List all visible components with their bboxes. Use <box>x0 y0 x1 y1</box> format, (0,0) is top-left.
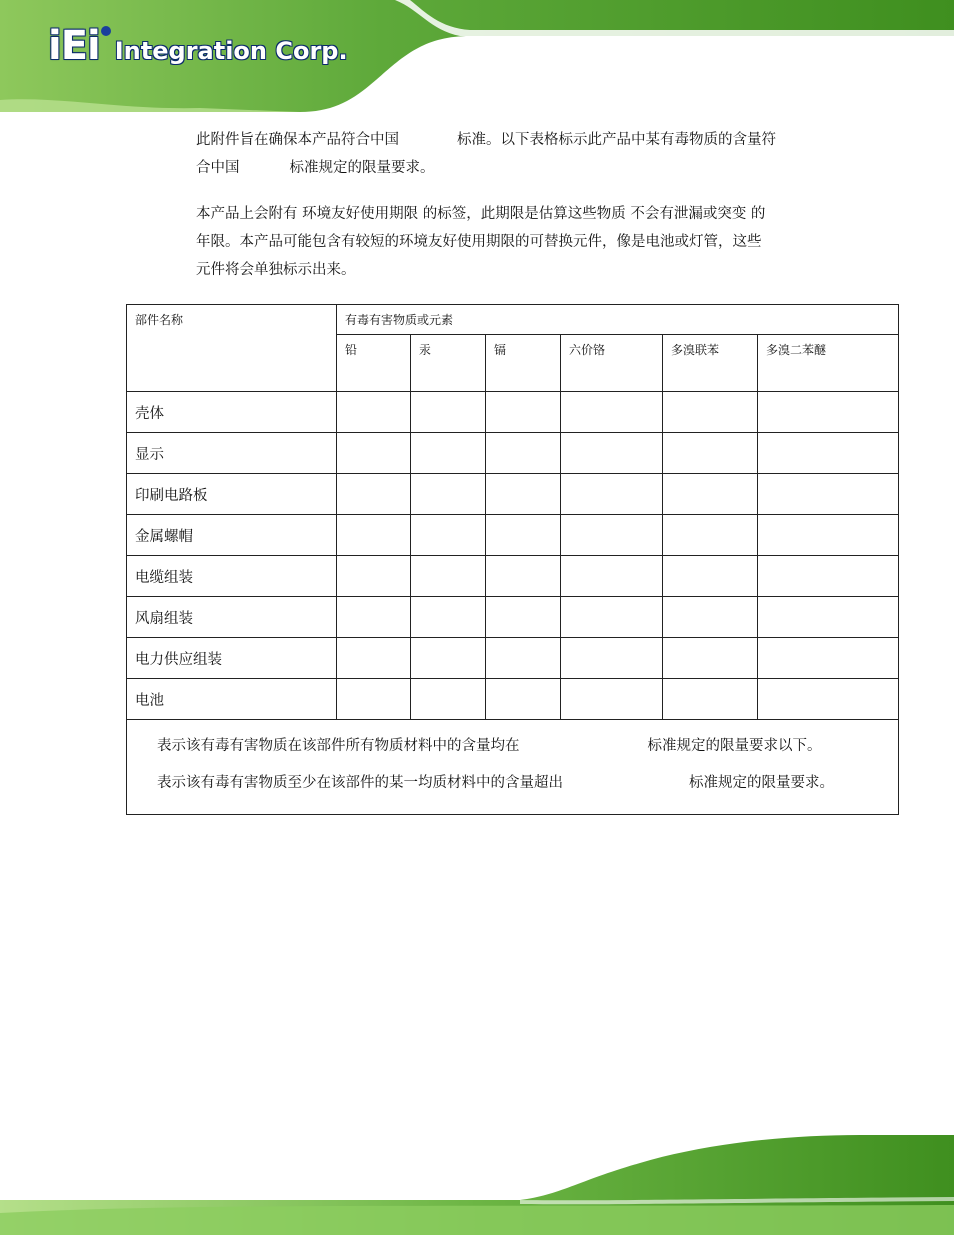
part-name-header: 部件名称 <box>127 305 337 392</box>
note-text: 标准规定的限量要求以下。 <box>647 738 822 754</box>
table-cell <box>486 556 561 597</box>
table-cell <box>758 515 899 556</box>
table-cell <box>486 597 561 638</box>
table-cell <box>337 515 411 556</box>
table-cell <box>663 679 758 720</box>
table-cell <box>561 597 663 638</box>
table-cell <box>758 556 899 597</box>
intro-text: 年限。本产品可能包含有较短的环境友好使用期限的可替换元件，像是电池或灯管，这些 <box>196 234 762 250</box>
table-cell <box>337 392 411 433</box>
table-cell <box>486 515 561 556</box>
table-cell <box>758 392 899 433</box>
table-cell <box>561 638 663 679</box>
table-row <box>127 433 899 474</box>
note-above-limit <box>157 765 898 802</box>
table-cell <box>411 515 486 556</box>
table-cell <box>337 556 411 597</box>
table-cell <box>337 474 411 515</box>
part-name: 电池 <box>127 679 337 720</box>
table-cell <box>561 474 663 515</box>
table-notes <box>127 720 899 815</box>
table-row <box>127 679 899 720</box>
part-name: 印刷电路板 <box>127 474 337 515</box>
table-cell <box>337 433 411 474</box>
table-cell <box>337 597 411 638</box>
intro-text: 本产品上会附有 环境友好使用期限 的标签，此期限是估算这些物质 不会有泄漏或突变 的 <box>196 206 766 222</box>
part-name: 金属螺帽 <box>127 515 337 556</box>
logo-name: Integration Corp. <box>114 37 348 65</box>
table-cell <box>411 597 486 638</box>
table-cell <box>486 679 561 720</box>
table-cell <box>411 474 486 515</box>
table-cell <box>758 433 899 474</box>
part-name: 风扇组装 <box>127 597 337 638</box>
table-cell <box>663 433 758 474</box>
intro-text: 标准规定的限量要求。 <box>289 160 435 176</box>
substance-header: 多溴联苯 <box>663 335 758 392</box>
substance-header: 镉 <box>486 335 561 392</box>
table-cell <box>411 433 486 474</box>
part-name: 壳体 <box>127 392 337 433</box>
intro-text: 合中国 <box>196 160 240 176</box>
table-cell <box>561 433 663 474</box>
table-cell <box>561 392 663 433</box>
table-row <box>127 638 899 679</box>
table-cell <box>337 638 411 679</box>
table-cell <box>663 515 758 556</box>
intro-text: 标准。以下表格标示此产品中某有毒物质的含量符 <box>457 132 776 148</box>
table-row <box>127 392 899 433</box>
company-logo <box>48 23 348 69</box>
table-row <box>127 556 899 597</box>
table-cell <box>758 474 899 515</box>
substance-header: 汞 <box>411 335 486 392</box>
table-cell <box>758 679 899 720</box>
table-cell <box>486 638 561 679</box>
table-row <box>127 515 899 556</box>
substance-header: 铅 <box>337 335 411 392</box>
note-text: 标准规定的限量要求。 <box>689 775 834 791</box>
logo-mark: iEi <box>48 23 100 69</box>
table-cell <box>411 556 486 597</box>
table-cell <box>486 474 561 515</box>
note-text: 表示该有毒有害物质在该部件所有物质材料中的含量均在 <box>157 738 520 754</box>
table-notes-row <box>127 720 899 815</box>
part-name: 电缆组装 <box>127 556 337 597</box>
table-cell <box>561 515 663 556</box>
substance-group-header: 有毒有害物质或元素 <box>337 305 899 335</box>
intro-text: 此附件旨在确保本产品符合中国 <box>196 132 399 148</box>
table-cell <box>411 638 486 679</box>
table-cell <box>561 679 663 720</box>
table-cell <box>663 392 758 433</box>
note-below-limit <box>157 728 898 765</box>
footer-banner <box>0 1135 954 1235</box>
hazardous-substance-table <box>126 304 899 815</box>
table-cell <box>663 556 758 597</box>
table-row <box>127 597 899 638</box>
table-header-row <box>127 305 899 335</box>
substance-header: 六价铬 <box>561 335 663 392</box>
intro-text: 元件将会单独标示出来。 <box>196 262 356 278</box>
table-cell <box>486 392 561 433</box>
table-cell <box>663 474 758 515</box>
note-text: 表示该有毒有害物质至少在该部件的某一均质材料中的含量超出 <box>157 775 563 791</box>
part-name: 电力供应组装 <box>127 638 337 679</box>
substance-header: 多溴二苯醚 <box>758 335 899 392</box>
table-cell <box>486 433 561 474</box>
table-cell <box>758 597 899 638</box>
logo-dot-icon <box>101 26 111 36</box>
table-cell <box>411 392 486 433</box>
table-cell <box>411 679 486 720</box>
table-cell <box>663 638 758 679</box>
table-cell <box>337 679 411 720</box>
table-cell <box>663 597 758 638</box>
table-row <box>127 474 899 515</box>
table-cell <box>758 638 899 679</box>
intro-paragraph-2 <box>196 200 820 284</box>
part-name: 显示 <box>127 433 337 474</box>
intro-paragraph-1 <box>196 126 820 182</box>
table-cell <box>561 556 663 597</box>
